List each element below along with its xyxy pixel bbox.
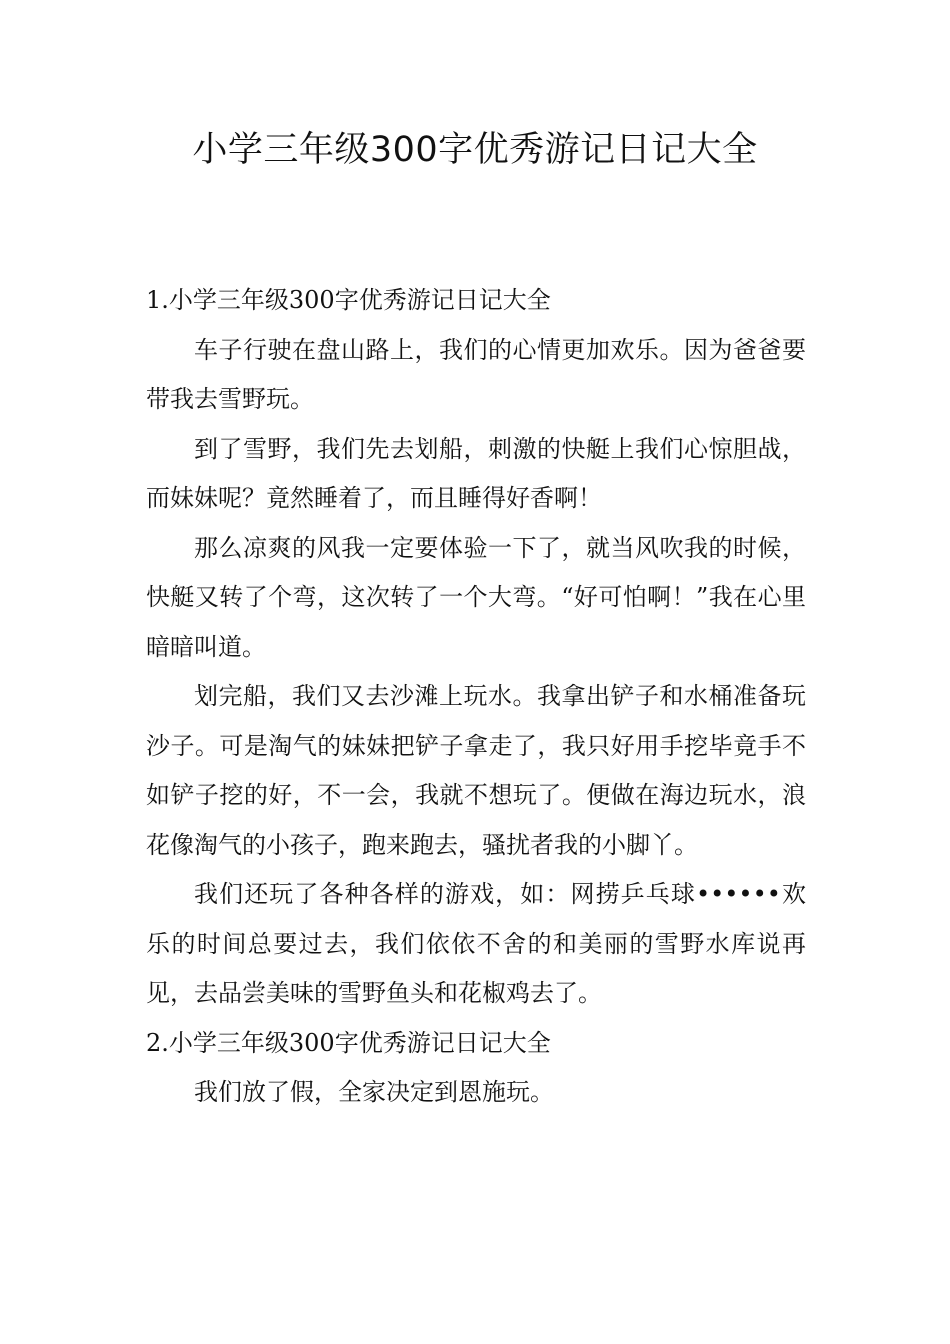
section-heading-1: 1.小学三年级300字优秀游记日记大全: [146, 286, 551, 314]
paragraph: 那么凉爽的风我一定要体验一下了，就当风吹我的时候，快艇又转了个弯，这次转了一个大弯。“好可怕啊！”我在心里暗暗叫道。: [146, 533, 806, 661]
paragraph: 车子行驶在盘山路上，我们的心情更加欢乐。因为爸爸要带我去雪野玩。: [146, 335, 806, 413]
paragraph: 我们还玩了各种各样的游戏，如：网捞乒乓球••••••欢乐的时间总要过去，我们依依不舍的和美丽的雪野水库说再见，去品尝美味的雪野鱼头和花椒鸡去了。: [146, 880, 806, 1007]
document-title: 小学三年级300字优秀游记日记大全: [192, 130, 758, 170]
document-body: [146, 276, 806, 1118]
paragraph: 划完船，我们又去沙滩上玩水。我拿出铲子和水桶准备玩沙子。可是淘气的妹妹把铲子拿走了，我只好用手挖毕竟手不如铲子挖的好，不一会，我就不想玩了。便做在海边玩水，浪花像淘气的小孩子，跑来跑去，骚扰者我的小脚丫。: [146, 682, 806, 859]
paragraph: 到了雪野，我们先去划船，刺激的快艇上我们心惊胆战，而妹妹呢？竟然睡着了，而且睡得好香啊！: [146, 434, 806, 512]
paragraph: 我们放了假，全家决定到恩施玩。: [194, 1078, 554, 1106]
section-heading-2: 2.小学三年级300字优秀游记日记大全: [146, 1028, 551, 1057]
